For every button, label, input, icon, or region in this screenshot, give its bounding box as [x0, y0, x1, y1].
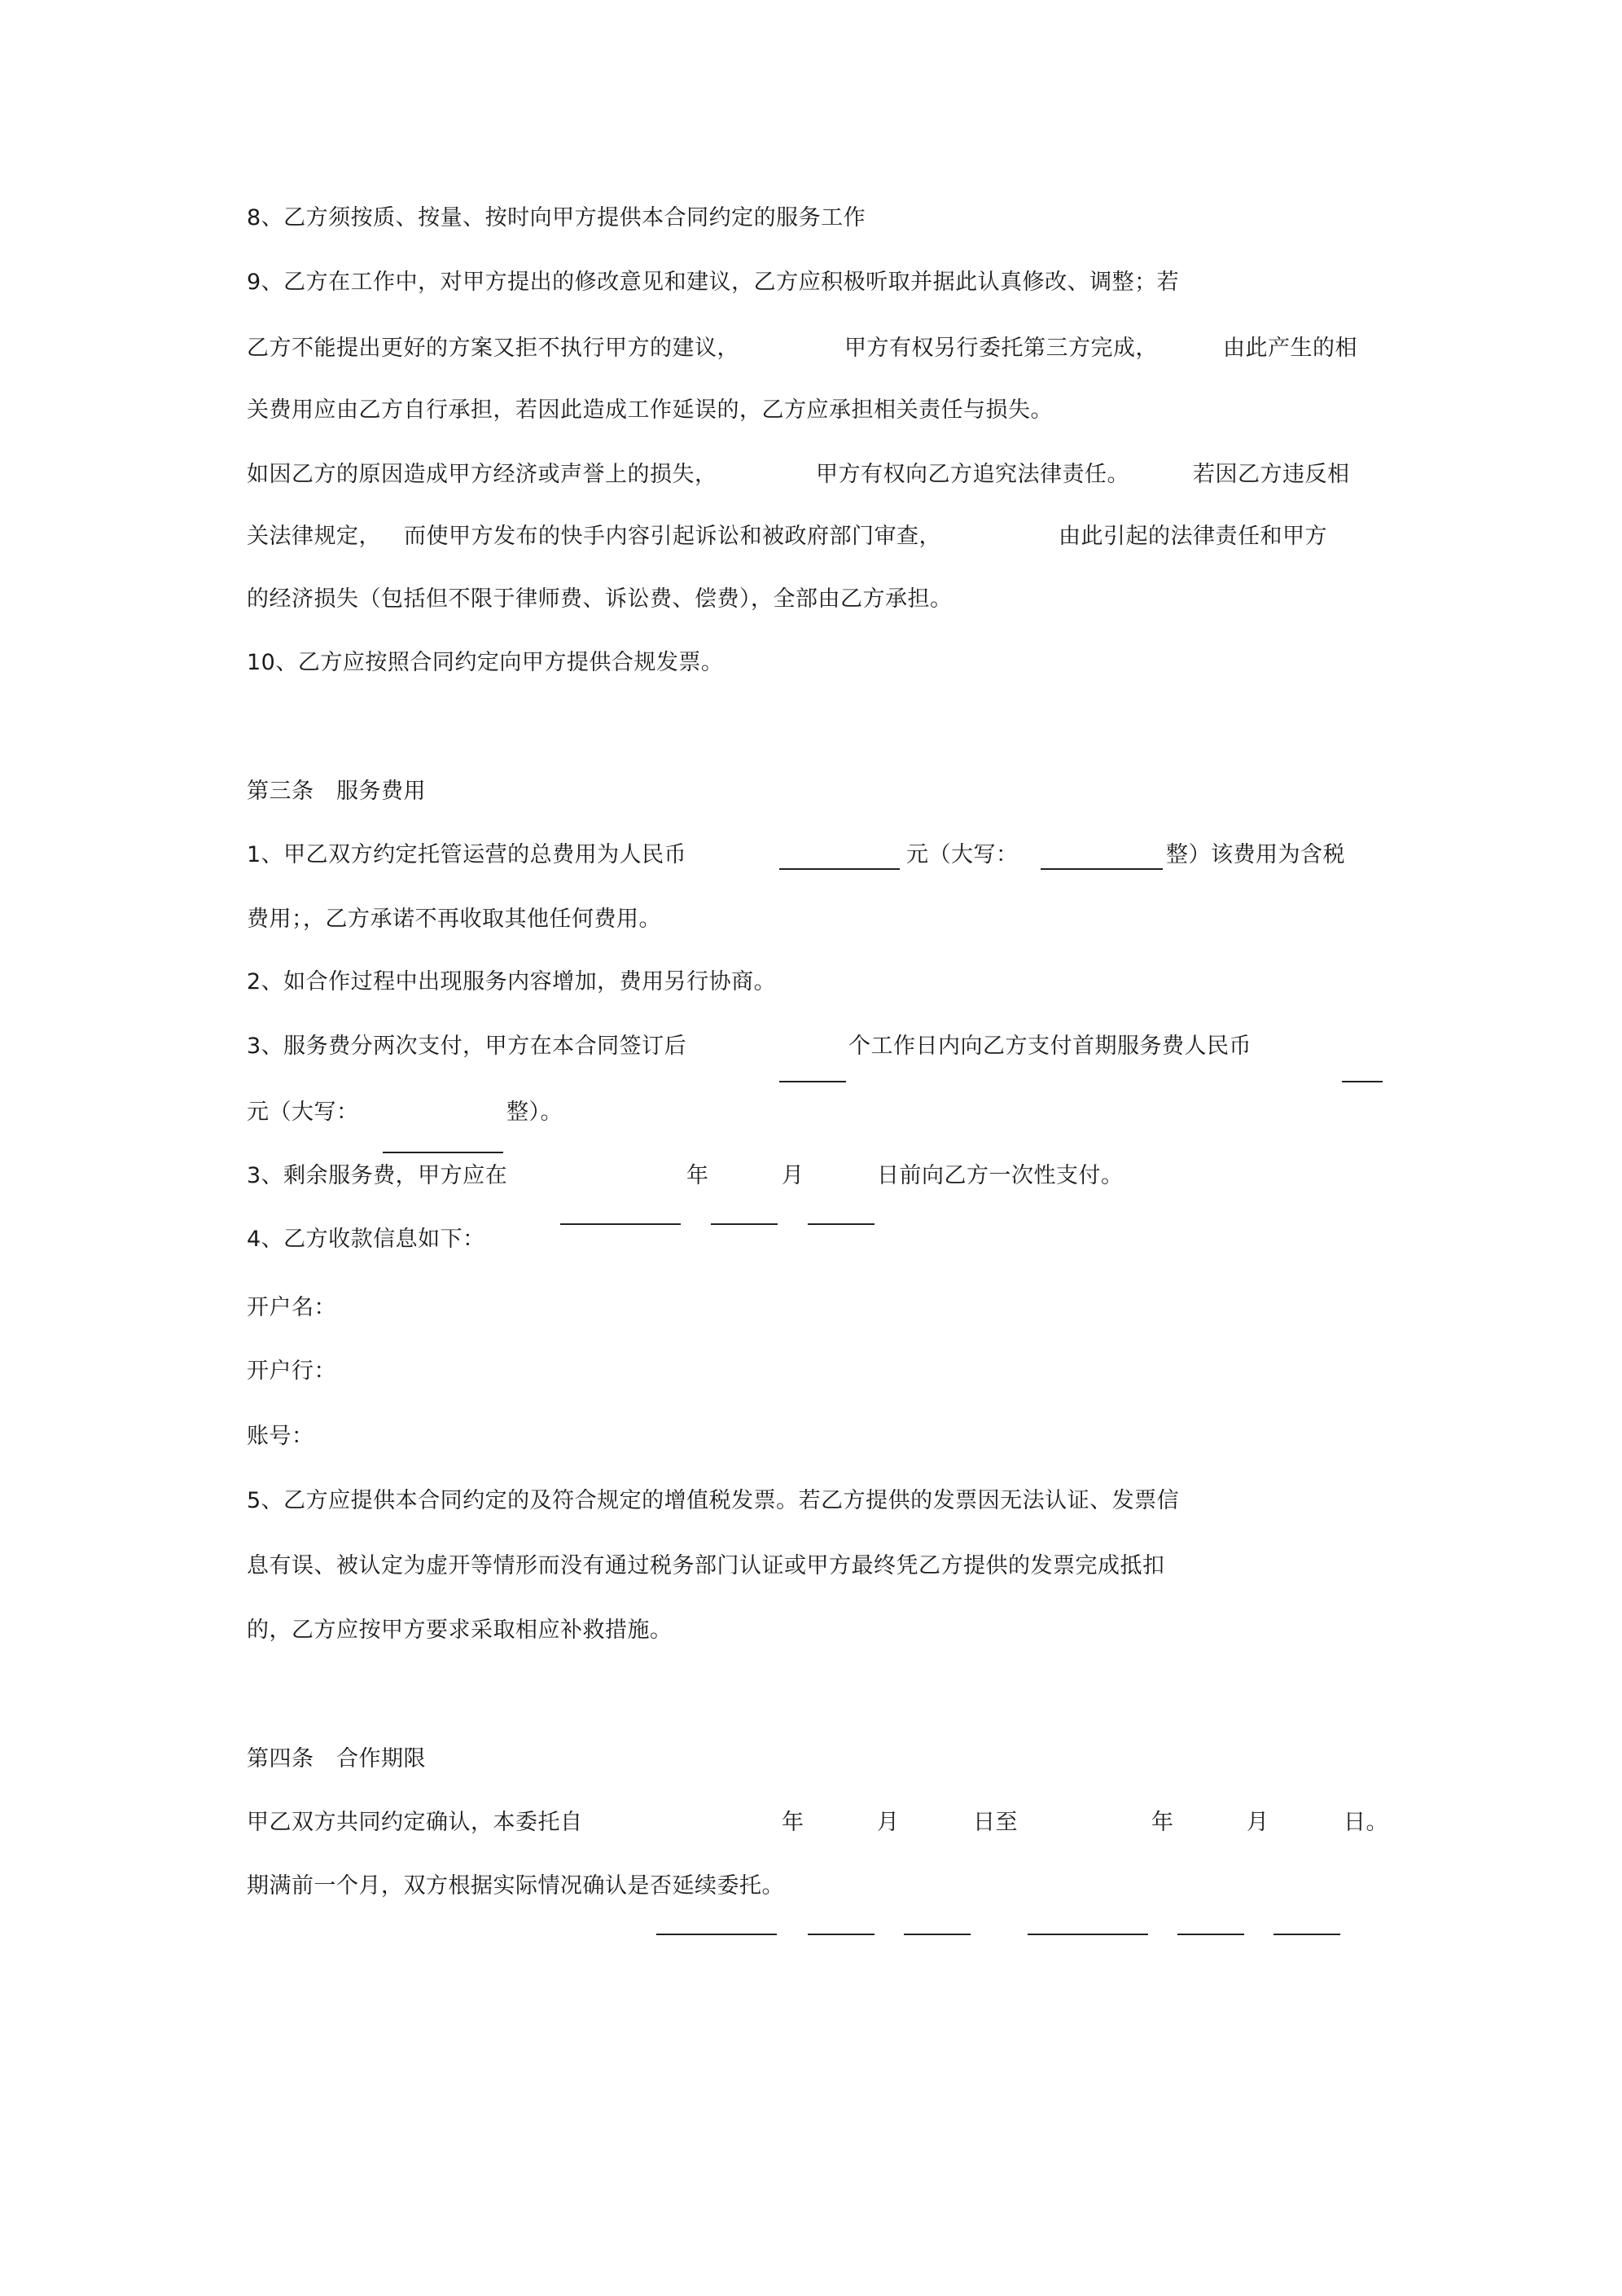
clause4-line1-a: 甲乙双方共同约定确认，本委托自 [247, 1810, 583, 1835]
end-day-blank[interactable] [1273, 1934, 1340, 1935]
clause2-item9-line2-b: 甲方有权另行委托第三方完成， [844, 336, 1158, 361]
amount-blank[interactable] [779, 868, 900, 870]
clause3-item3b-c: 日前向乙方一次性支付。 [877, 1163, 1124, 1188]
workdays-blank[interactable] [779, 1081, 846, 1082]
clause3-item1-line1-b: 元（大写： [906, 842, 1019, 867]
clause3-item3b-month: 月 [782, 1163, 804, 1188]
clause3-item3-line2-b: 整）。 [506, 1100, 563, 1125]
clause3-heading: 第三条 服务费用 [247, 779, 426, 804]
remaining-month-blank[interactable] [711, 1223, 778, 1225]
clause3-item3-line1-a: 3、服务费分两次支付，甲方在本合同签订后 [247, 1034, 687, 1059]
clause3-item1-line2: 费用；，乙方承诺不再收取其他任何费用。 [247, 907, 661, 932]
clause2-item9-line4-b: 甲方有权向乙方追究法律责任。 [816, 462, 1129, 487]
start-day-blank[interactable] [904, 1934, 971, 1935]
clause3-item3-line2-a: 元（大写： [247, 1100, 359, 1125]
clause2-item9-line2-c: 由此产生的相 [1223, 336, 1357, 361]
start-month-blank[interactable] [808, 1934, 875, 1935]
clause3-item5-line2: 息有误、被认定为虚开等情形而没有通过税务部门认证或甲方最终凭乙方提供的发票完成抵扣 [247, 1553, 1165, 1578]
clause3-item2: 2、如合作过程中出现服务内容增加，费用另行协商。 [247, 969, 777, 994]
remaining-year-blank[interactable] [560, 1223, 681, 1225]
amount-words-blank[interactable] [1041, 868, 1163, 870]
clause3-item5-line3: 的，乙方应按甲方要求采取相应补救措施。 [247, 1618, 673, 1643]
clause3-item3-line1-b: 个工作日内向乙方支付首期服务费人民币 [848, 1034, 1252, 1059]
clause4-month1: 月 [877, 1810, 900, 1835]
clause2-item9-line3: 关费用应由乙方自行承担，若因此造成工作延误的，乙方应承担相关责任与损失。 [247, 397, 1053, 423]
clause2-item9-line6: 的经济损失（包括但不限于律师费、诉讼费、偿费），全部由乙方承担。 [247, 586, 953, 612]
clause4-year2: 年 [1151, 1810, 1174, 1835]
clause2-item8: 8、乙方须按质、按量、按时向甲方提供本合同约定的服务工作 [247, 205, 866, 230]
clause2-item9-line5-a: 关法律规定， [247, 524, 381, 549]
account-number-label: 账号： [247, 1424, 314, 1449]
first-payment-blank[interactable] [1342, 1081, 1383, 1082]
clause3-item5-line1: 5、乙方应提供本合同约定的及符合规定的增值税发票。若乙方提供的发票因无法认证、发票信 [247, 1488, 1180, 1513]
clause4-month2: 月 [1247, 1810, 1269, 1835]
clause2-item9-line4-a: 如因乙方的原因造成甲方经济或声誉上的损失， [247, 462, 717, 487]
clause4-day2: 日。 [1344, 1810, 1388, 1835]
clause4-heading: 第四条 合作期限 [247, 1746, 426, 1771]
first-payment-words-blank[interactable] [383, 1152, 503, 1153]
clause4-year1: 年 [782, 1810, 804, 1835]
clause2-item9-line5-b: 而使甲方发布的快手内容引起诉讼和被政府部门审查， [404, 524, 941, 549]
clause2-item9-line1: 9、乙方在工作中，对甲方提出的修改意见和建议，乙方应积极听取并据此认真修改、调整；若 [247, 270, 1180, 295]
clause3-item3b-a: 3、剩余服务费，甲方应在 [247, 1163, 508, 1188]
clause3-item3b-year: 年 [686, 1163, 709, 1188]
clause2-item9-line5-c: 由此引起的法律责任和甲方 [1059, 524, 1327, 549]
clause4-day-to: 日至 [973, 1810, 1018, 1835]
clause2-item10: 10、乙方应按照合同约定向甲方提供合规发票。 [247, 650, 724, 675]
start-year-blank[interactable] [656, 1934, 777, 1935]
account-name-label: 开户名： [247, 1295, 336, 1320]
end-month-blank[interactable] [1177, 1934, 1244, 1935]
clause3-item1-line1-a: 1、甲乙双方约定托管运营的总费用为人民币 [247, 842, 687, 867]
clause2-item9-line4-c: 若因乙方违反相 [1193, 462, 1350, 487]
clause3-item1-line1-c: 整）该费用为含税 [1166, 842, 1345, 867]
end-year-blank[interactable] [1028, 1934, 1148, 1935]
remaining-day-blank[interactable] [808, 1223, 875, 1225]
clause4-line2: 期满前一个月，双方根据实际情况确认是否延续委托。 [247, 1873, 784, 1899]
clause2-item9-line2-a: 乙方不能提出更好的方案又拒不执行甲方的建议， [247, 336, 739, 361]
clause3-item4: 4、乙方收款信息如下： [247, 1227, 485, 1252]
bank-label: 开户行： [247, 1359, 336, 1384]
